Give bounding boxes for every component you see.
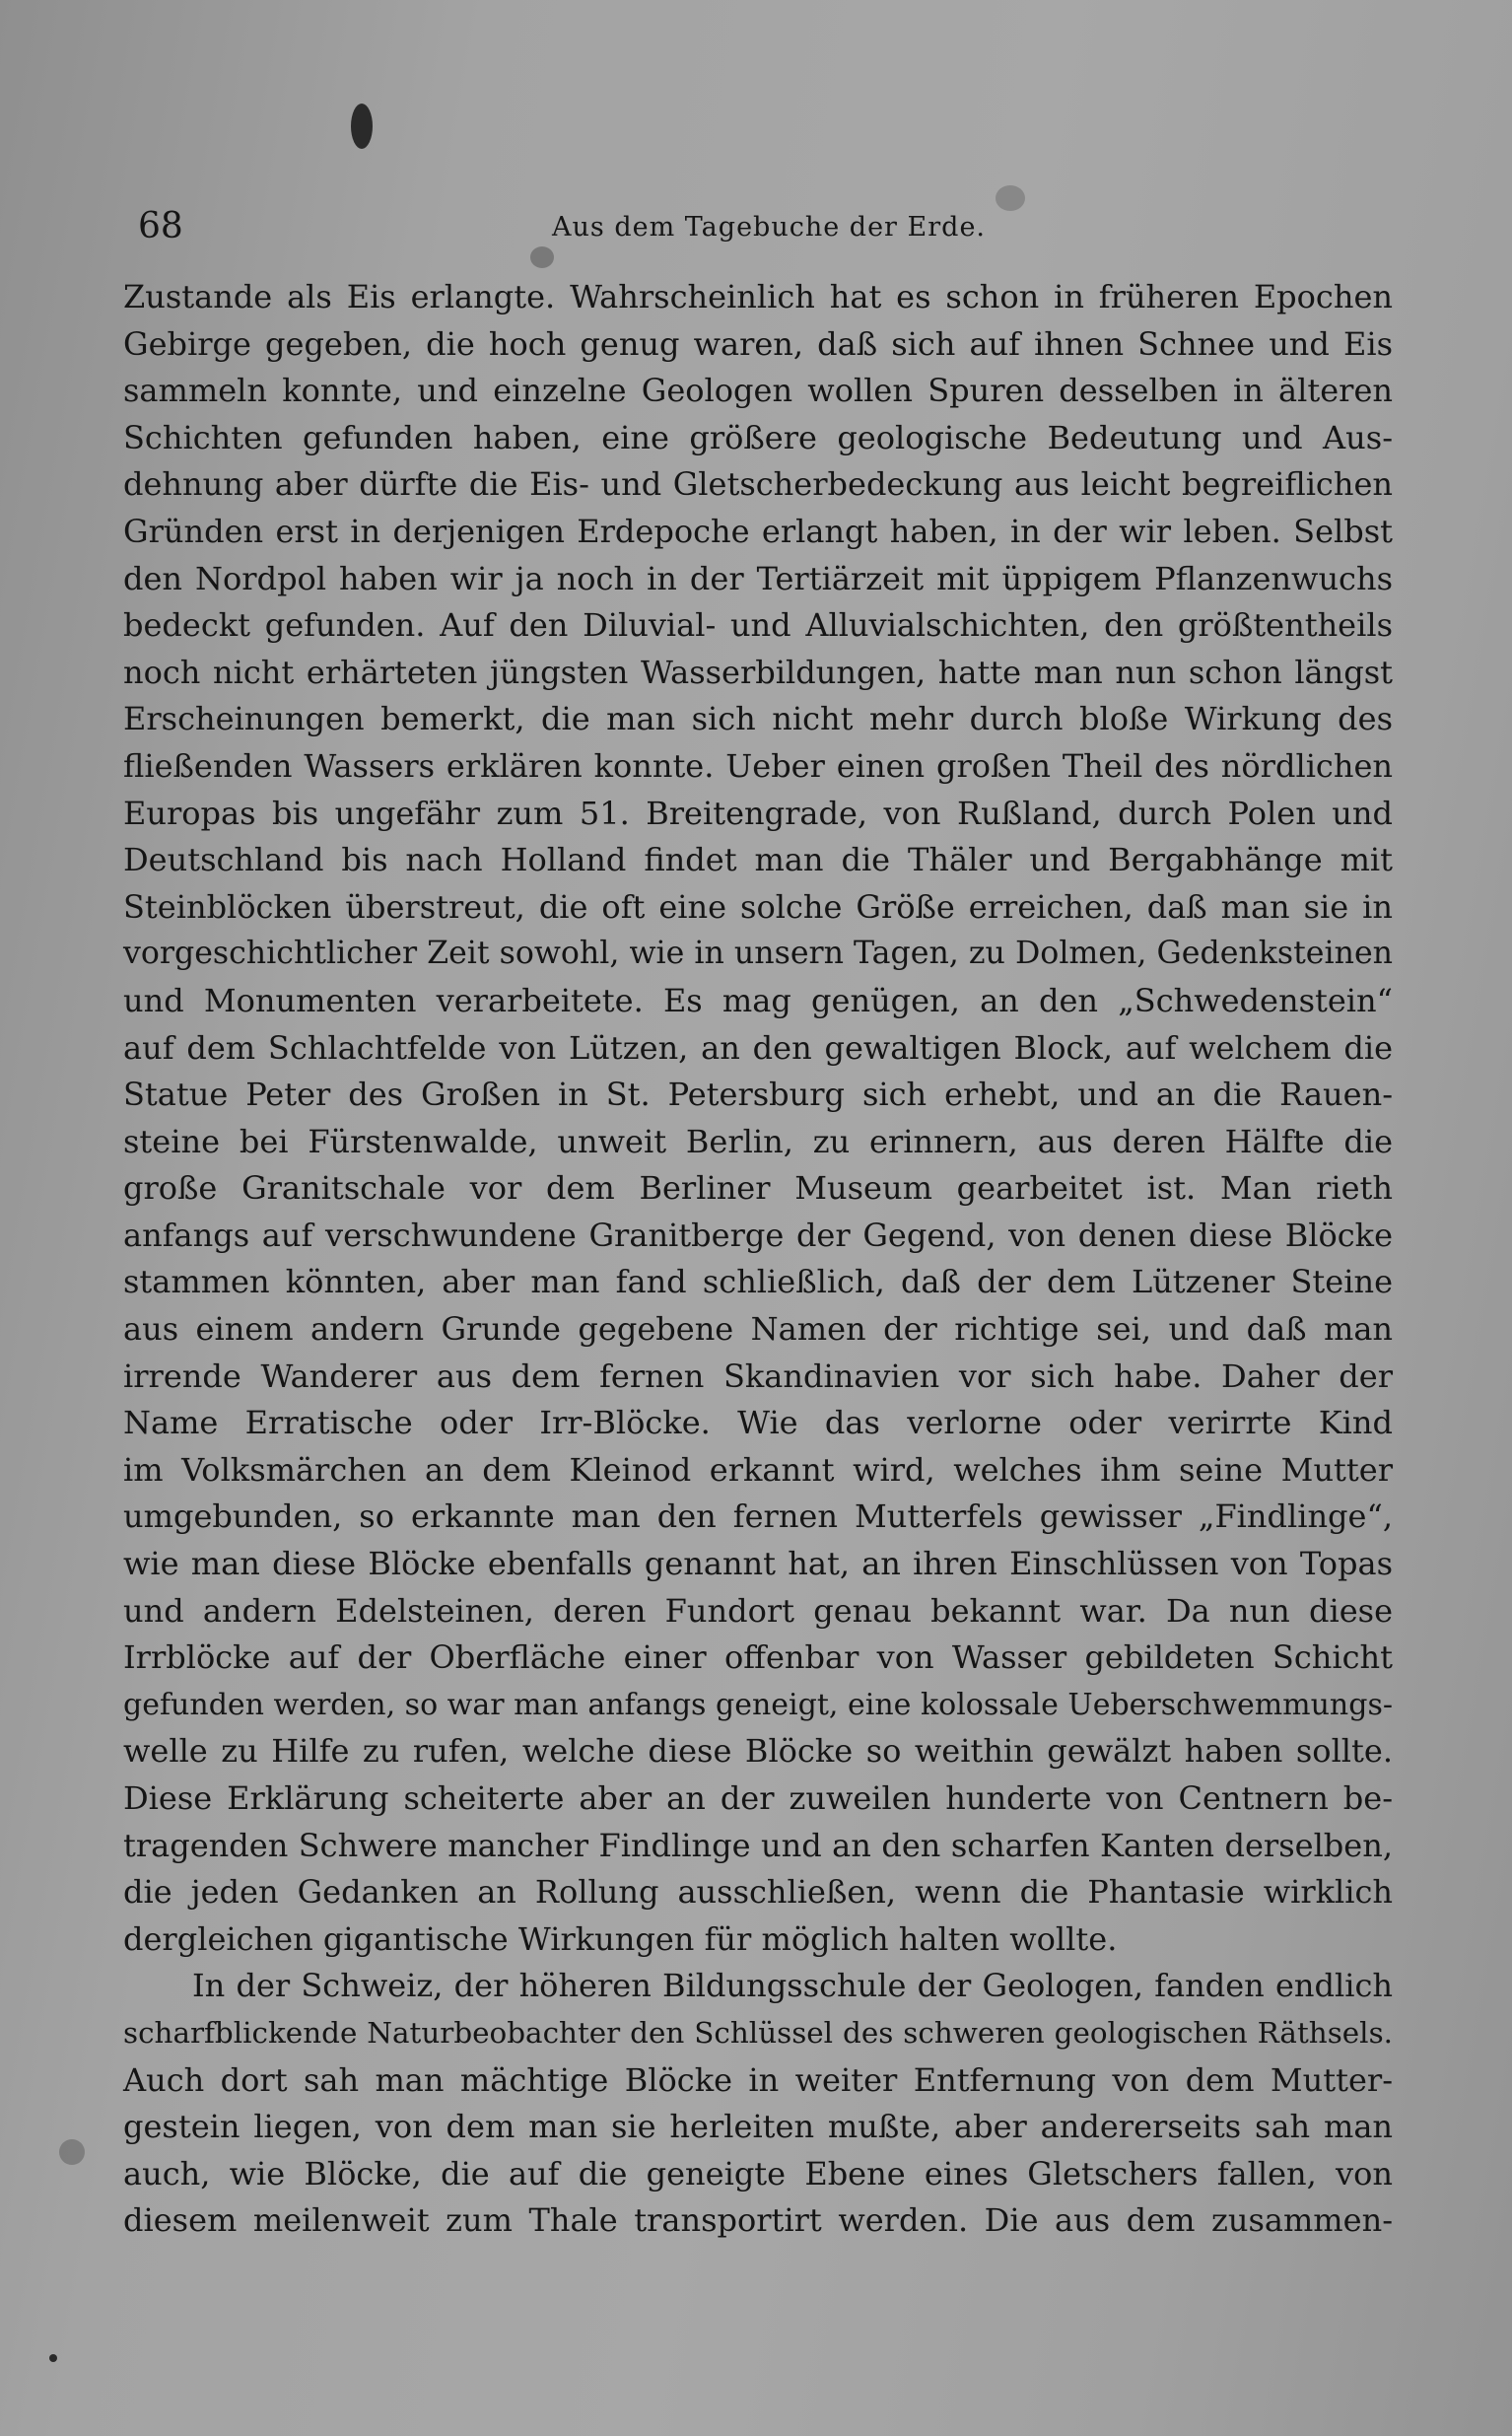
- text-line: Europas bis ungefähr zum 51. Breitengrade, von Rußland, durch Polen und: [123, 794, 1393, 832]
- text-line: Gebirge gegeben, die hoch genug waren, daß sich auf ihnen Schnee und Eis: [123, 324, 1393, 363]
- text-line: aus einem andern Grunde gegebene Namen der richtige sei, und daß man: [123, 1310, 1393, 1349]
- page-number: 68: [138, 206, 183, 246]
- paragraph: [123, 1963, 1393, 2245]
- text-line: Steinblöcken überstreut, die oft eine solche Größe erreichen, daß man sie in: [123, 887, 1393, 926]
- text-line: vorgeschichtlicher Zeit sowohl, wie in unsern Tagen, zu Dolmen, Gedenksteinen: [123, 936, 1393, 972]
- text-line: steine bei Fürstenwalde, unweit Berlin, zu erinnern, aus deren Hälfte die: [123, 1122, 1393, 1160]
- text-line: dergleichen gigantische Wirkungen für möglich halten wollte.: [123, 1919, 1118, 1958]
- text-line: dehnung aber dürfte die Eis- und Gletscherbedeckung aus leicht begreiflichen: [123, 465, 1393, 504]
- text-line: gefunden werden, so war man anfangs geneigt, eine kolossale Ueberschwemmungs-: [123, 1687, 1393, 1722]
- text-line: noch nicht erhärteten jüngsten Wasserbildungen, hatte man nun schon längst: [123, 653, 1393, 691]
- ink-blot: [59, 2139, 85, 2165]
- text-line: auch, wie Blöcke, die auf die geneigte Ebene eines Gletschers fallen, von: [123, 2154, 1393, 2192]
- text-line: stammen könnten, aber man fand schließlich, daß der dem Lützener Steine: [123, 1263, 1393, 1301]
- text-line: Diese Erklärung scheiterte aber an der zuweilen hunderte von Centnern be-: [123, 1779, 1393, 1817]
- text-line: Schichten gefunden haben, eine größere geologische Bedeutung und Aus-: [123, 418, 1393, 456]
- text-line: im Volksmärchen an dem Kleinod erkannt wird, welches ihm seine Mutter: [123, 1450, 1393, 1489]
- paragraph: [123, 274, 1393, 1963]
- running-head: Aus dem Tagebuche der Erde.: [552, 212, 987, 243]
- text-line: irrende Wanderer aus dem fernen Skandinavien vor sich habe. Daher der: [123, 1357, 1393, 1395]
- text-line: umgebunden, so erkannte man den fernen Mutterfels gewisser „Findlinge“,: [123, 1497, 1393, 1536]
- ink-blot: [351, 104, 373, 149]
- text-line: und andern Edelsteinen, deren Fundort genau bekannt war. Da nun diese: [123, 1591, 1393, 1630]
- text-line: die jeden Gedanken an Rollung ausschließen, wenn die Phantasie wirklich: [123, 1873, 1393, 1912]
- text-line: fließenden Wassers erklären konnte. Ueber einen großen Theil des nördlichen: [123, 746, 1393, 785]
- text-line: Erscheinungen bemerkt, die man sich nicht mehr durch bloße Wirkung des: [123, 700, 1393, 738]
- text-line: Statue Peter des Großen in St. Petersburg sich erhebt, und an die Rauen-: [123, 1076, 1393, 1114]
- text-line: auf dem Schlachtfelde von Lützen, an den gewaltigen Block, auf welchem die: [123, 1028, 1393, 1067]
- text-line: den Nordpol haben wir ja noch in der Tertiärzeit mit üppigem Pflanzenwuchs: [123, 559, 1393, 597]
- text-line: anfangs auf verschwundene Granitberge der Gegend, von denen diese Blöcke: [123, 1216, 1393, 1254]
- text-line: und Monumenten verarbeitete. Es mag genügen, an den „Schwedenstein“: [123, 981, 1393, 1019]
- text-line: welle zu Hilfe zu rufen, welche diese Blöcke so weithin gewälzt haben sollte.: [123, 1732, 1393, 1771]
- ink-blot: [49, 2354, 57, 2362]
- text-line: Deutschland bis nach Holland findet man die Thäler und Bergabhänge mit: [123, 841, 1393, 879]
- text-line: diesem meilenweit zum Thale transportirt werden. Die aus dem zusammen-: [123, 2201, 1393, 2240]
- text-line: bedeckt gefunden. Auf den Diluvial- und Alluvialschichten, den größtentheils: [123, 606, 1393, 645]
- text-line: gestein liegen, von dem man sie herleiten mußte, aber andererseits sah man: [123, 2108, 1393, 2146]
- text-line: wie man diese Blöcke ebenfalls genannt hat, an ihren Einschlüssen von Topas: [123, 1545, 1393, 1583]
- text-line: große Granitschale vor dem Berliner Museum gearbeitet ist. Man rieth: [123, 1169, 1393, 1208]
- text-line: sammeln konnte, und einzelne Geologen wollen Spuren desselben in älteren: [123, 372, 1393, 410]
- text-line: In der Schweiz, der höheren Bildungsschule der Geologen, fanden endlich: [192, 1967, 1393, 2005]
- text-line: scharfblickende Naturbeobachter den Schlüssel des schweren geologischen Räthsels.: [123, 2015, 1393, 2050]
- text-line: Irrblöcke auf der Oberfläche einer offenbar von Wasser gebildeten Schicht: [123, 1638, 1393, 1677]
- text-line: Zustande als Eis erlangte. Wahrscheinlich hat es schon in früheren Epochen: [123, 278, 1393, 315]
- page-header: [138, 202, 1409, 251]
- text-line: Name Erratische oder Irr-Blöcke. Wie das verlorne oder verirrte Kind: [123, 1404, 1393, 1442]
- body-text: [123, 274, 1393, 2245]
- text-line: Gründen erst in derjenigen Erdepoche erlangt haben, in der wir leben. Selbst: [123, 512, 1393, 550]
- text-line: tragenden Schwere mancher Findlinge und an den scharfen Kanten derselben,: [123, 1826, 1393, 1864]
- text-line: Auch dort sah man mächtige Blöcke in weiter Entfernung von dem Mutter-: [123, 2060, 1393, 2099]
